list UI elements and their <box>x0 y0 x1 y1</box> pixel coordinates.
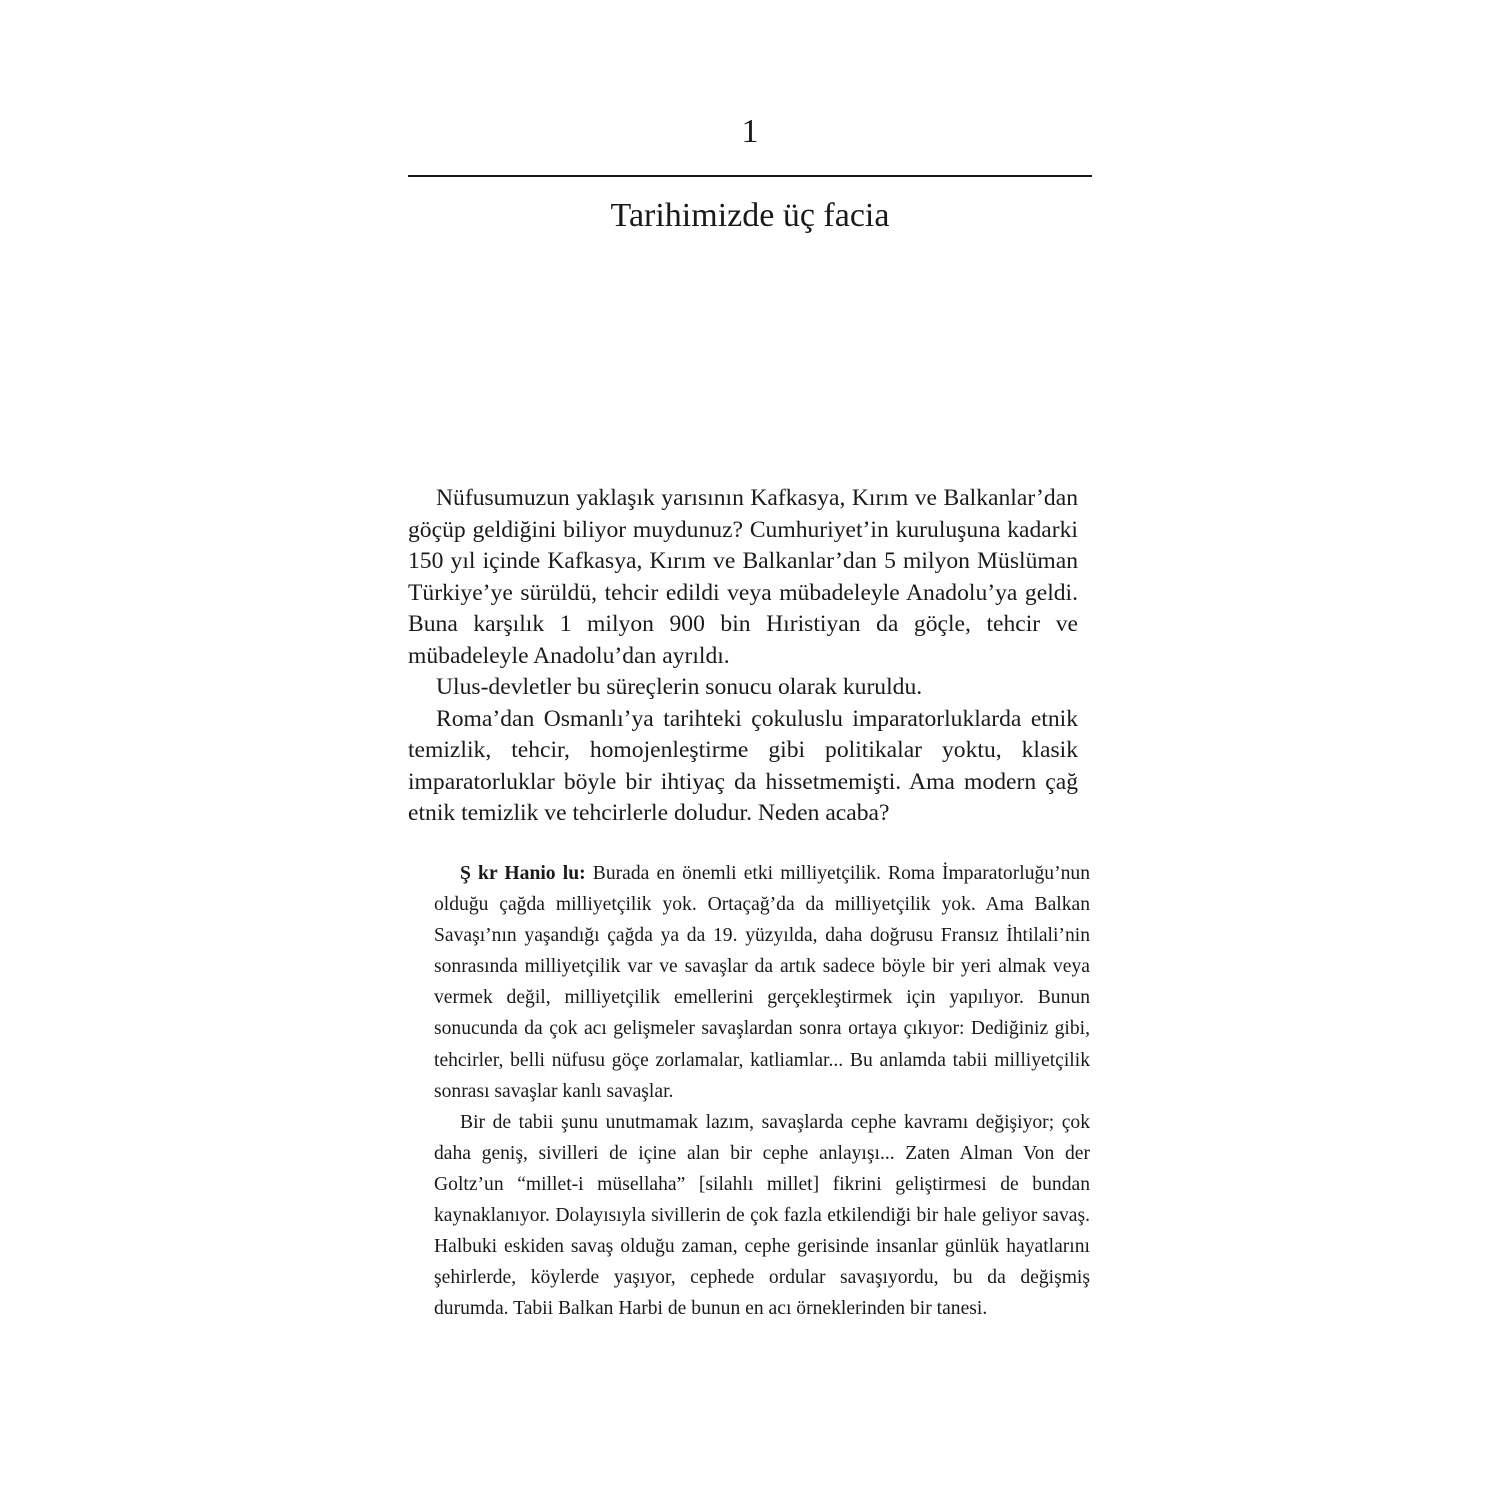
question-paragraph: Ulus-devletler bu süreçlerin sonucu olarak kuruldu. <box>436 674 923 700</box>
answer-text: Burada en önemli etki milliyetçilik. Roma İmparatorluğu’nun olduğu çağda milliyetçilik yok. Ortaçağ’da da milliyetçilik yok. Ama Balkan Savaşı’nın yaşandığı çağda ya da 19. yüzyılda, daha doğrusu Fransız İhtilali’nin sonrasında milliyetçilik var ve savaşlar da artık sadece böyle bir yeri almak veya vermek değil, milliyetçilik emellerini gerçekleştirmek için yapılıyor. Bunun sonucunda da çok acı gelişmeler savaşlardan sonra ortaya çıkıyor: Dediğiniz gibi, tehcirler, belli nüfusu göçe zorlamalar, katliamlar... Bu anlamda tabii milliyetçilik sonrası savaşlar kanlı savaşlar. <box>434 863 1091 1102</box>
interview-answer <box>434 858 1090 1324</box>
chapter-title: Tarihimizde üç facia <box>610 197 890 234</box>
chapter-number: 1 <box>741 113 759 150</box>
interview-question <box>408 483 1078 830</box>
chapter-divider <box>408 175 1092 177</box>
answer-paragraph: Bir de tabii şunu unutmamak lazım, savaşlarda cephe kavramı değişiyor; çok daha geniş, sivilleri de içine alan bir cephe anlayışı... Zaten Alman Von der Goltz’un “millet-i müsellaha” [silahlı millet] fikrini geliştirmesi de bundan kaynaklanıyor. Dolayısıyla sivillerin de çok fazla etkilendiği bir hale geliyor savaş. Halbuki eskiden savaş olduğu zaman, cephe gerisinde insanlar günlük hayatlarını şehirlerde, köylerde yaşıyor, cephede ordular savaşıyordu, bu da değişmiş durumda. Tabii Balkan Harbi de bunun en acı örneklerinden bir tanesi. <box>434 1111 1090 1320</box>
answer-paragraph <box>434 858 1090 1107</box>
question-paragraph: Roma’dan Osmanlı’ya tarihteki çokuluslu imparatorluklarda etnik temizlik, tehcir, homojenleştirme gibi politikalar yoktu, klasik imparatorluklar böyle bir ihtiyaç da hissetmemişti. Ama modern çağ etnik temizlik ve tehcirlerle doludur. Neden acaba? <box>408 705 1078 826</box>
speaker-name: Ş kr Hanio lu: <box>460 863 586 884</box>
question-paragraph: Nüfusumuzun yaklaşık yarısının Kafkasya, Kırım ve Balkanlar’dan göçüp geldiğini biliyor muydunuz? Cumhuriyet’in kuruluşuna kadarki 150 yıl içinde Kafkasya, Kırım ve Balkanlar’dan 5 milyon Müslüman Türkiye’ye sürüldü, tehcir edildi veya mübadeleyle Anadolu’ya geldi. Buna karşılık 1 milyon 900 bin Hıristiyan da göçle, tehcir ve mübadeleyle Anadolu’dan ayrıldı. <box>408 485 1078 669</box>
